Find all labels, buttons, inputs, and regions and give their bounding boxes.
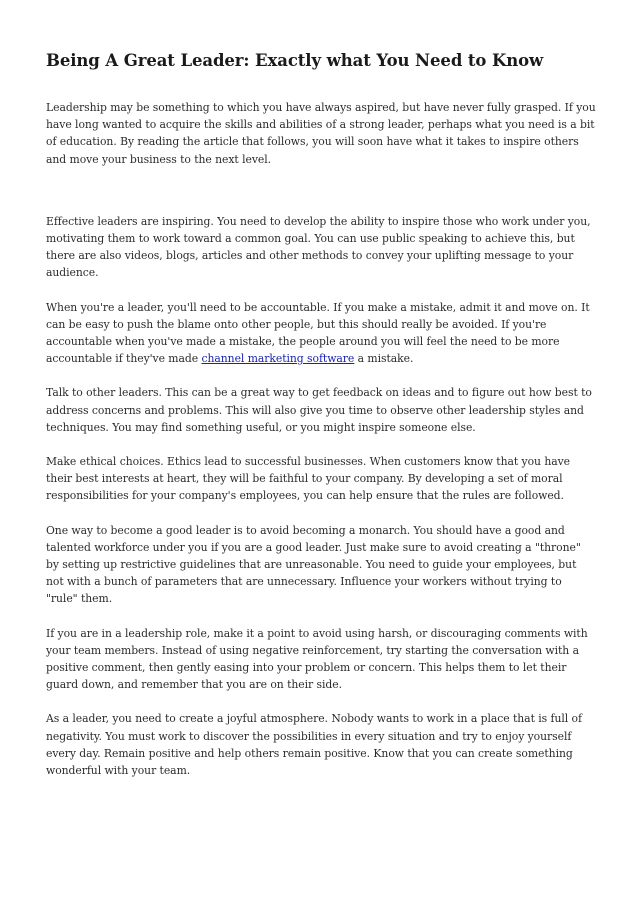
paragraph-talk-to-leaders: Talk to other leaders. This can be a great way to get feedback on ideas and to figure out how best to address concerns and problems. This will also give you time to observe other leadership styles and techniques. You may find something useful, or you might inspire someone else. — [46, 386, 592, 434]
document-title: Being A Great Leader: Exactly what You Need to Know — [46, 51, 544, 70]
paragraph-inspiring: Effective leaders are inspiring. You need to develop the ability to inspire those who work under you, motivating them to work toward a common goal. You can use public speaking to achieve this, but there are also videos, blogs, articles and other methods to convey your uplifting message to your audience. — [46, 214, 591, 280]
paragraph-avoid-harsh-comments: If you are in a leadership role, make it a point to avoid using harsh, or discouraging comments with your team members. Instead of using negative reinforcement, try starting the conversation with a positive comment, then gently easing into your problem or concern. This helps them to let their guard down, and remember that you are on their side. — [46, 626, 588, 692]
paragraph-joyful-atmosphere: As a leader, you need to create a joyful atmosphere. Nobody wants to work in a place that is full of negativity. You must work to discover the possibilities in every situation and try to enjoy yourself every day. Remain positive and help others remain positive. Know that you can create something wonderful with your team. — [46, 712, 582, 778]
channel-marketing-software-link[interactable]: channel marketing software — [201, 352, 355, 366]
paragraph-ethical-choices: Make ethical choices. Ethics lead to successful businesses. When customers know that you have their best interests at heart, they will be faithful to your company. By developing a set of moral responsibilities for your company's employees, you can help ensure that the rules are followed. — [46, 455, 571, 503]
paragraph-intro: Leadership may be something to which you have always aspired, but have never fully grasped. If you have long wanted to acquire the skills and abilities of a strong leader, perhaps what you need is a bit of education. By reading the article that follows, you will soon have what it takes to inspire others and move your business to the next level. — [46, 101, 596, 166]
paragraph-text-before-link: When you're a leader, you'll need to be accountable. If you make a mistake, admit it and move on. It can be easy to push the blame onto other people, but this should really be avoided. If you're accountable when you've made a mistake, the people around you will feel the need to be more accountable if they've made — [46, 300, 590, 366]
document-page — [46, 50, 596, 796]
paragraph-text-after-link: a mistake. — [354, 352, 414, 366]
paragraph-avoid-monarch: One way to become a good leader is to avoid becoming a monarch. You should have a good and talented workforce under you if you are a good leader. Just make sure to avoid creating a "throne" by setting up restrictive guidelines that are unreasonable. You need to guide your employees, but not with a bunch of parameters that are unnecessary. Influence your workers without trying to "rule" them. — [46, 523, 581, 606]
paragraph-accountable — [46, 299, 596, 368]
